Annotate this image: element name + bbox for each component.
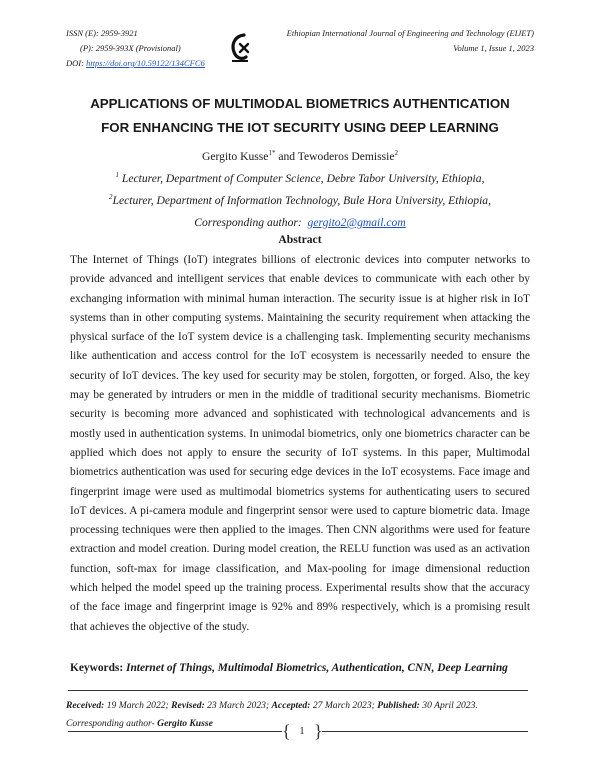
footer-divider bbox=[68, 690, 528, 691]
affiliation-2-text: Lecturer, Department of Information Technology, Bule Hora University, Ethiopia, bbox=[112, 194, 491, 207]
corresponding-email[interactable]: gergito2@gmail.com bbox=[307, 216, 406, 229]
published-date: 30 April 2023. bbox=[419, 700, 478, 711]
corresponding-label: Corresponding author: bbox=[194, 216, 302, 229]
revised-date: 23 March 2023; bbox=[204, 700, 272, 711]
footer-corr-name: Gergito Kusse bbox=[157, 718, 213, 729]
footer-notes bbox=[66, 697, 478, 733]
author-names bbox=[0, 146, 600, 168]
author-2: Tewoderos Demissie bbox=[297, 150, 395, 163]
page-bracket-right-icon: } bbox=[314, 721, 323, 741]
issn-e: ISSN (E): 2959-3921 bbox=[66, 28, 138, 38]
page-bracket-left-icon: { bbox=[282, 721, 291, 741]
keywords-value: Internet of Things, Multimodal Biometrics, Authentication, CNN, Deep Learning bbox=[126, 662, 508, 674]
received-date: 19 March 2022; bbox=[104, 700, 172, 711]
author-block bbox=[0, 146, 600, 234]
author-1: Gergito Kusse bbox=[201, 150, 269, 163]
title-line-2: FOR ENHANCING THE IOT SECURITY USING DEEP LEARNING bbox=[101, 120, 499, 135]
affiliation-1 bbox=[0, 168, 600, 190]
affiliation-1-sup: 1 bbox=[115, 171, 119, 180]
title-line-1: APPLICATIONS OF MULTIMODAL BIOMETRICS AUTHENTICATION bbox=[90, 96, 510, 111]
affiliation-1-text: Lecturer, Department of Computer Science, Debre Tabor University, Ethiopia, bbox=[119, 172, 485, 185]
header-right bbox=[287, 26, 534, 56]
page-number: 1 bbox=[299, 726, 305, 737]
author-2-sup: 2 bbox=[394, 149, 399, 158]
issn-p: (P): 2959-393X (Provisional) bbox=[80, 43, 181, 53]
volume-issue: Volume 1, Issue 1, 2023 bbox=[453, 43, 534, 53]
doi-label: DOI: bbox=[66, 58, 84, 68]
page-line-left bbox=[68, 731, 282, 732]
footer-corr-label: Corresponding author- bbox=[66, 718, 158, 729]
page-line-right bbox=[322, 731, 528, 732]
doi-line bbox=[66, 56, 205, 71]
accepted-label: Accepted: bbox=[271, 700, 311, 711]
keywords bbox=[70, 662, 540, 674]
published-label: Published: bbox=[377, 700, 420, 711]
journal-logo bbox=[228, 32, 252, 66]
received-label: Received: bbox=[66, 700, 105, 711]
dates-line bbox=[66, 697, 478, 715]
journal-name: Ethiopian International Journal of Engineering and Technology (EIJET) bbox=[286, 28, 534, 38]
revised-label: Revised: bbox=[171, 700, 205, 711]
header-left bbox=[66, 26, 205, 71]
corresponding-author bbox=[0, 212, 600, 234]
paper-title bbox=[40, 92, 560, 140]
abstract-text: The Internet of Things (IoT) integrates billions of electronic devices into computer networks to provide advanced and intelligent services that enable devices to communicate with each other by exchanging information with minimal human interaction. The security issue is at higher risk in IoT systems than in other computing systems. Maintaining the security requirement when attacking the physical surface of the IoT system device is a challenging task. Implementing security mechanisms like authentication and access control for the IoT ecosystem is necessarily needed to ensure the security of IoT devices. The key used for security may be stolen, forgotten, or forged. Also, the key may be generated by intruders or men in the middle of traditional security mechanisms. Biometric security is becoming more advanced and sophisticated with technological advancements and is mostly used in authentication systems. In unimodal biometrics, only one biometrics character can be applied which does not apply to ensure the security of IoT systems. In this paper, Multimodal biometrics authentication was used for securing edge devices in the IoT ecosystems. Face image and fingerprint image were used as multimodal biometrics systems for authenticating users to secured IoT devices. A pi-camera module and fingerprint sensor were used to capture biometric data. Image processing techniques were then applied to the images. Then CNN algorithms were used for feature extraction and model creation. During model creation, the RELU function was used as an activation function, soft-max for image classification, and Max-pooling for image dimensional reduction which helped the model speed up the training process. Experimental results show that the accuracy of the face image and fingerprint image is 92% and 89% respectively, which is a promising result that achieves the objective of the study. bbox=[70, 254, 530, 633]
author-conjunction: and bbox=[275, 150, 298, 163]
accepted-date: 27 March 2023; bbox=[310, 700, 378, 711]
affiliation-2-sup: 2 bbox=[109, 193, 113, 202]
keywords-label: Keywords: bbox=[70, 662, 124, 674]
doi-link[interactable]: https://doi.org/10.59122/134CFC6 bbox=[86, 58, 205, 68]
abstract-heading: Abstract bbox=[278, 233, 322, 246]
affiliation-2 bbox=[0, 190, 600, 212]
author-1-sup: 1* bbox=[268, 149, 276, 158]
